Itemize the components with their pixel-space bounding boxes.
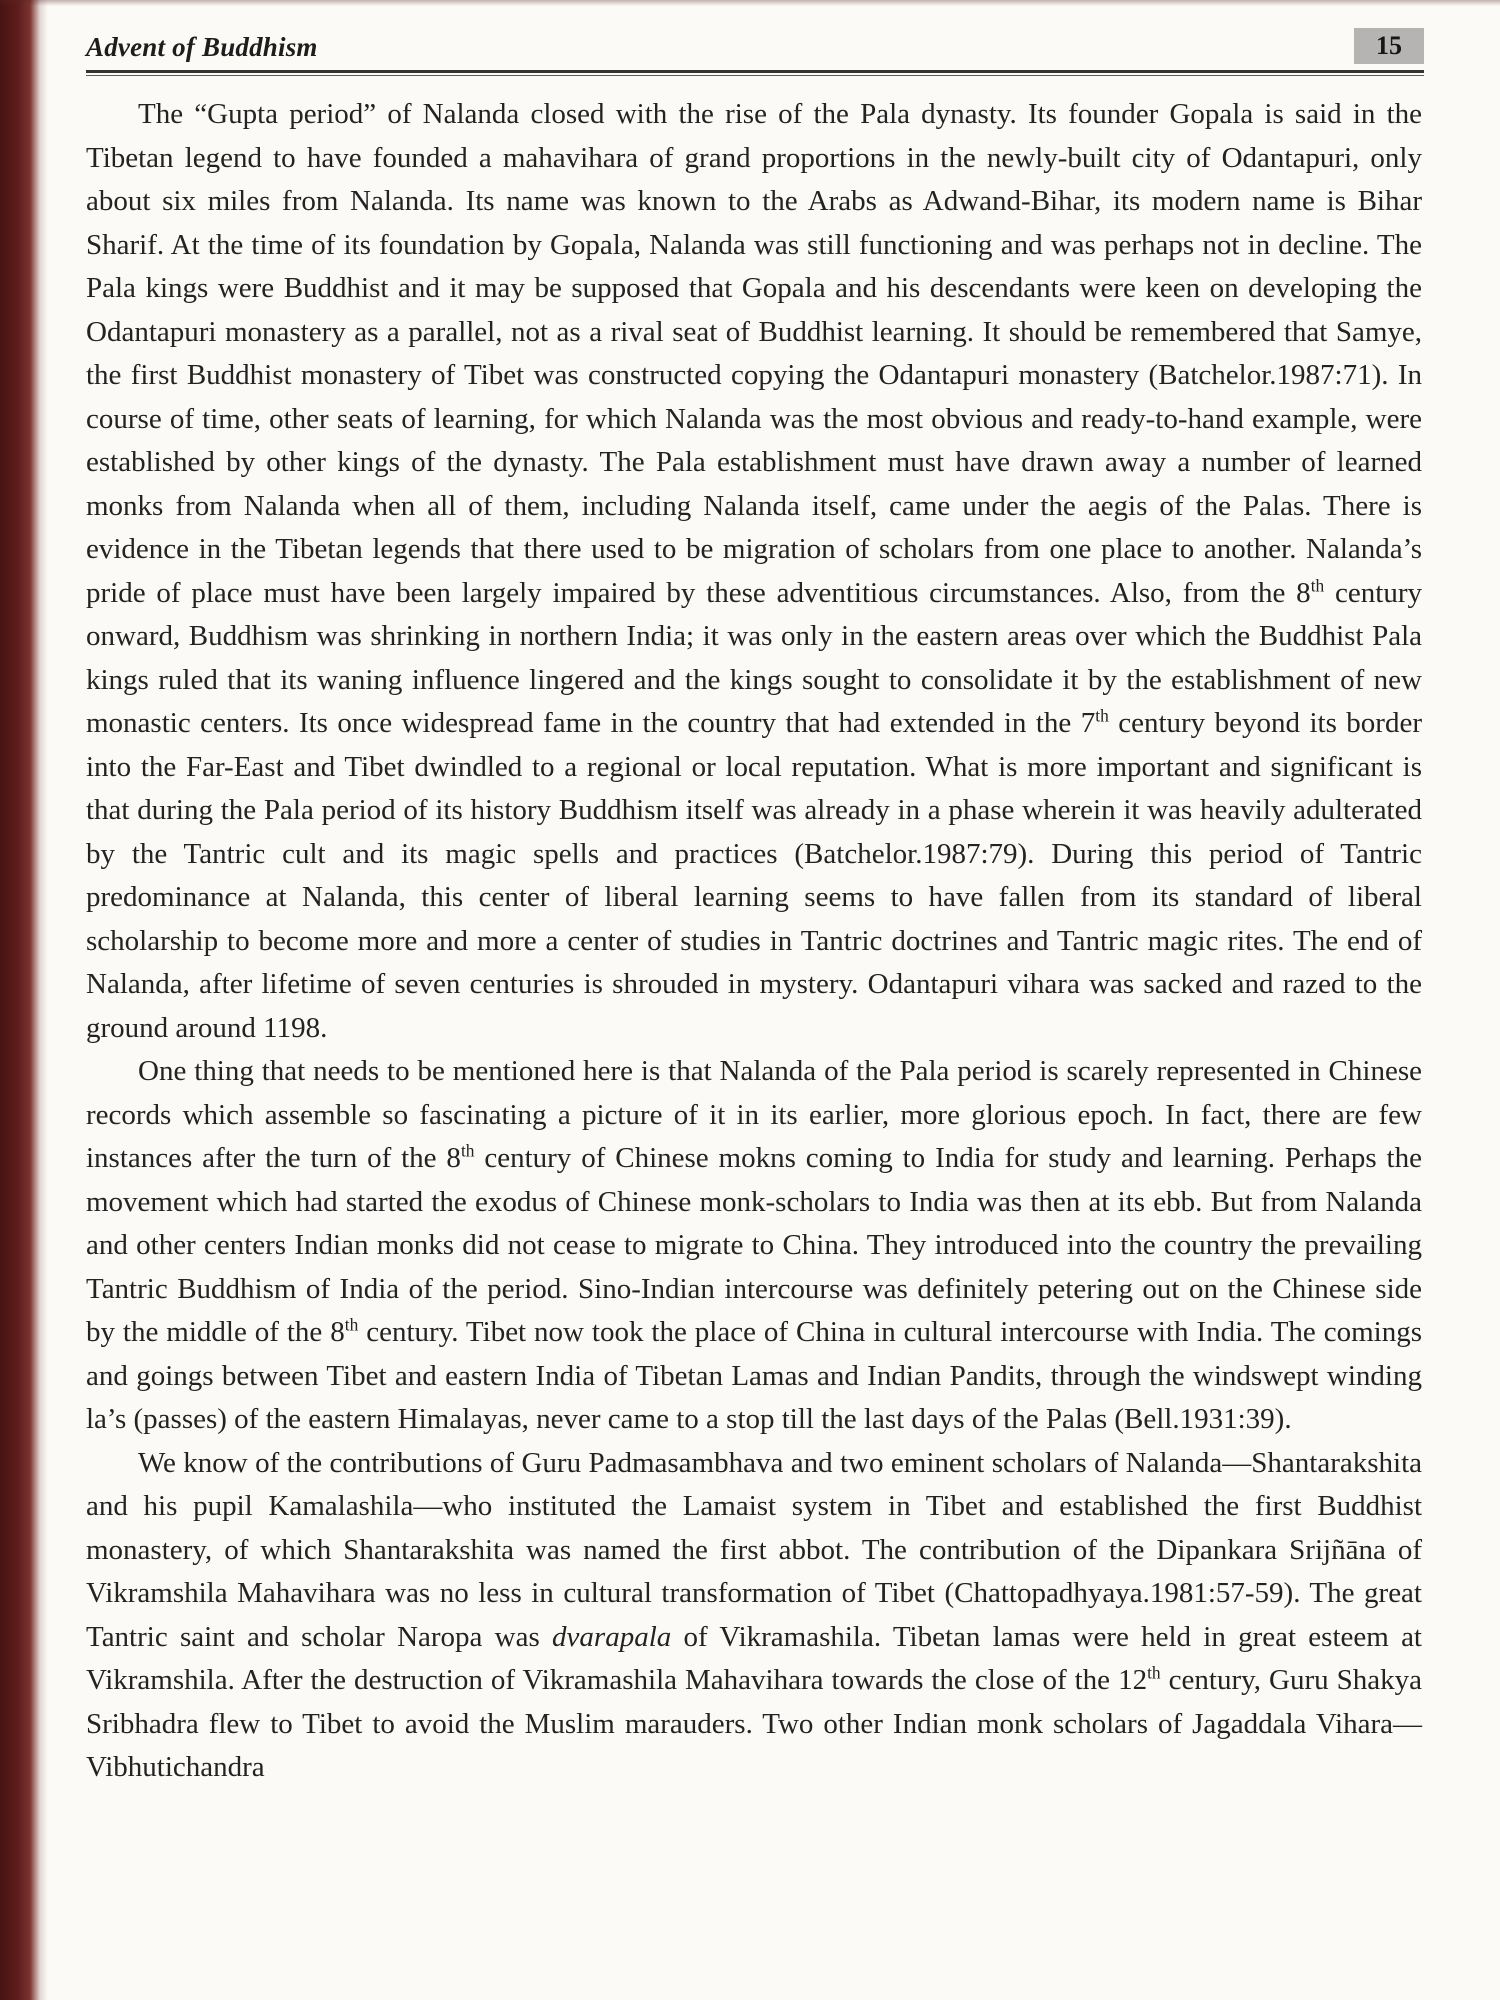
paragraph (86, 1442, 1422, 1790)
text-run: of Vikramashila. Tibetan lamas were held in great esteem at Vikramshila. After the destruction of Vikramashila Mahavihara towards the close of the 12 (86, 1620, 1422, 1696)
text-run: century beyond its border into the Far-East and Tibet dwindled to a regional or local reputation. What is more important and significant is that during the Pala period of its history Buddhism itself was already in a phase wherein it was heavily adulterated by the Tantric cult and its magic spells and practices (Batchelor.1987:79). During this period of Tantric predominance at Nalanda, this center of liberal learning seems to have fallen from its standard of liberal scholarship to become more and more a center of studies in Tantric doctrines and Tantric magic rites. The end of Nalanda, after lifetime of seven centuries is shrouded in mystery. Odantapuri vihara was sacked and razed to the ground around 1198. (86, 707, 1422, 1044)
text-run: century. Tibet now took the place of China in cultural intercourse with India. The comings and goings between Tibet and eastern India of Tibetan Lamas and Indian Pandits, through the windswept winding la’s (passes) of the eastern Himalayas, never came to a stop till the last days of the Palas (Bell.1931:39). (86, 1316, 1422, 1435)
running-title: Advent of Buddhism (86, 32, 318, 62)
header-rule-thin-line (86, 75, 1424, 76)
superscript-ordinal: th (1147, 1662, 1161, 1683)
paragraph (86, 1050, 1422, 1442)
superscript-ordinal: th (1095, 705, 1109, 726)
text-run: We know of the contributions of Guru Padmasambhava and two eminent scholars of Nalanda—Shantarakshita and his pupil Kamalashila—who instituted the Lamaist system in Tibet and established the first Buddhist monastery, of which Shantarakshita was named the first abbot. The contribution of the Dipankara Srijñāna of Vikramshila Mahavihara was no less in cultural transformation of Tibet (Chattopadhyaya.1981:57-59). The great Tantric saint and scholar Naropa was (86, 1446, 1422, 1653)
italic-term: dvarapala (552, 1620, 672, 1653)
page-number-badge: 15 (1354, 28, 1424, 64)
text-run: century of Chinese mokns coming to India for study and learning. Perhaps the movement which had started the exodus of Chinese monk-scholars to India was then at its ebb. But from Nalanda and other centers Indian monks did not cease to migrate to China. They introduced into the country the prevailing Tantric Buddhism of India of the period. Sino-Indian intercourse was definitely petering out on the Chinese side by the middle of the 8 (86, 1142, 1422, 1348)
book-spine-shadow (0, 0, 48, 2000)
page-top-scan-edge (0, 0, 1500, 6)
superscript-ordinal: th (344, 1314, 359, 1335)
superscript-ordinal: th (1310, 574, 1325, 595)
text-run: century onward, Buddhism was shrinking in northern India; it was only in the eastern areas over which the Buddhist Pala kings ruled that its waning influence lingered and the kings sought to consolidate it by the establishment of new monastic centers. Its once widespread fame in the country that had extended in the 7 (86, 576, 1422, 739)
header-rule-thick-line (86, 70, 1424, 73)
text-run: One thing that needs to be mentioned here is that Nalanda of the Pala period is scarely represented in Chinese records which assemble so fascinating a picture of it in its earlier, more glorious epoch. In fact, there are few instances after the turn of the 8 (86, 1055, 1422, 1174)
page-header (86, 28, 1424, 64)
body-text (86, 93, 1422, 1790)
text-run: The “Gupta period” of Nalanda closed with the rise of the Pala dynasty. Its founder Gopala is said in the Tibetan legend to have founded a mahavihara of grand proportions in the newly-built city of Odantapuri, only about six miles from Nalanda. Its name was known to the Arabs as Adwand-Bihar, its modern name is Bihar Sharif. At the time of its foundation by Gopala, Nalanda was still functioning and was perhaps not in decline. The Pala kings were Buddhist and it may be supposed that Gopala and his descendants were keen on developing the Odantapuri monastery as a parallel, not as a rival seat of Buddhist learning. It should be remembered that Samye, the first Buddhist monastery of Tibet was constructed copying the Odantapuri monastery (Batchelor.1987:71). In course of time, other seats of learning, for which Nalanda was the most obvious and ready-to-hand example, were established by other kings of the dynasty. The Pala establishment must have drawn away a number of learned monks from Nalanda when all of them, including Nalanda itself, came under the aegis of the Palas. There is evidence in the Tibetan legends that there used to be migration of scholars from one place to another. Nalanda’s pride of place must have been largely impaired by these adventitious circumstances. Also, from the 8 (86, 98, 1422, 609)
paragraph (86, 93, 1422, 1050)
header-rule (86, 70, 1424, 76)
text-run: century, Guru Shakya Sribhadra flew to Tibet to avoid the Muslim marauders. Two other Indian monk scholars of Jagaddala Vihara—Vibhutichandra (86, 1664, 1423, 1783)
superscript-ordinal: th (460, 1140, 475, 1161)
